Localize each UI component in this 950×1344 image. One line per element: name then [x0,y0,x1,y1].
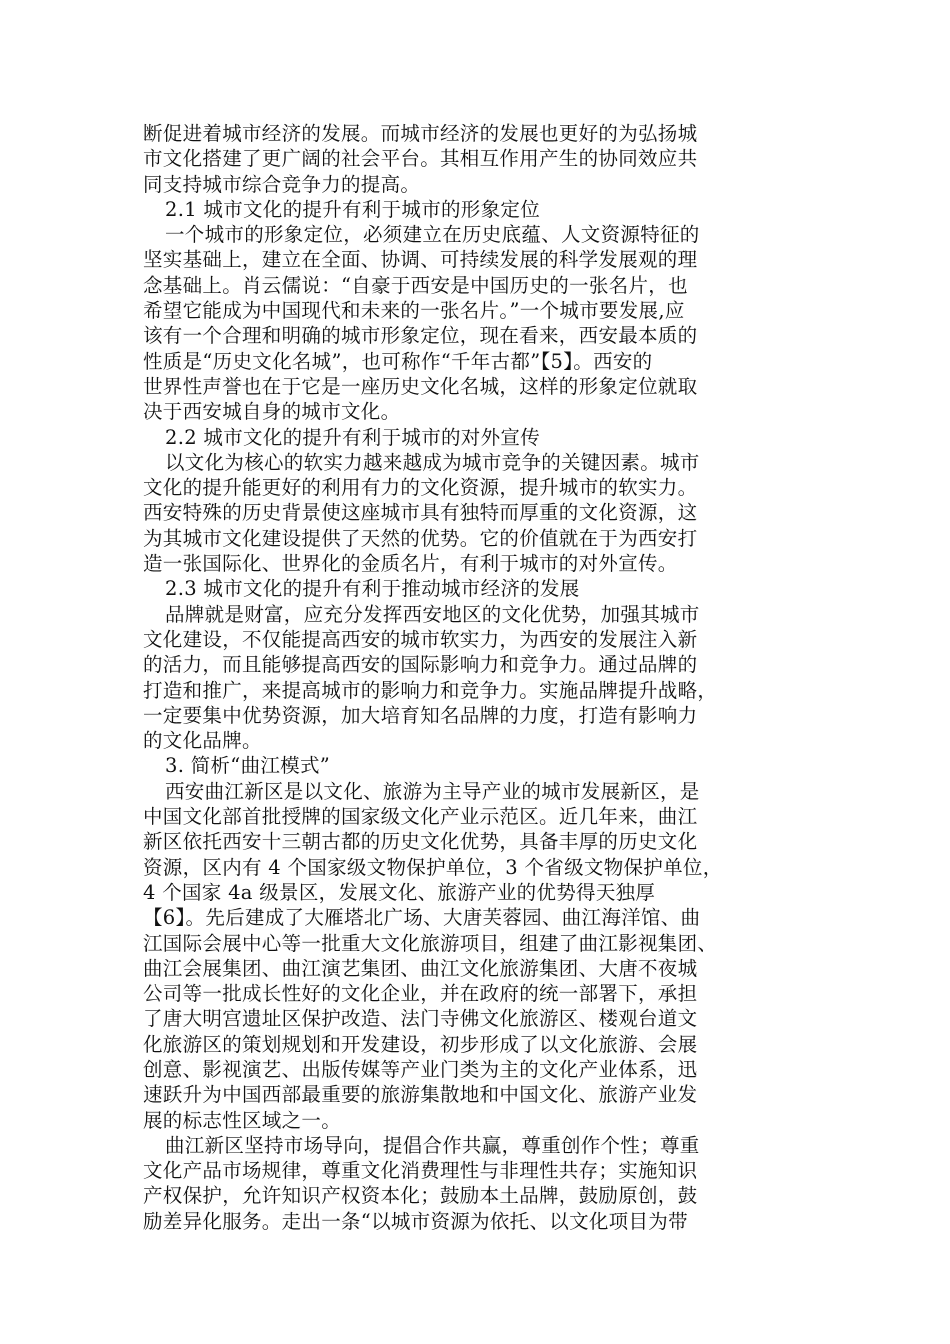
section-2-3 [143,576,783,753]
text-line: 为其城市文化建设提供了天然的优势。它的价值就在于为西安打 [143,526,698,550]
document-page [143,121,783,1234]
text-line: 新区依托西安十三朝古都的历史文化优势，具备丰厚的历史文化 [143,830,698,854]
text-line: 产权保护，允许知识产权资本化；鼓励本土品牌，鼓励原创，鼓 [143,1184,698,1208]
text-line: 西安特殊的历史背景使这座城市具有独特而厚重的文化资源，这 [143,501,698,525]
text-line: 的文化品牌。 [143,729,262,753]
text-line: 中国文化部首批授牌的国家级文化产业示范区。近几年来，曲江 [143,805,698,829]
text-line: 江国际会展中心等一批重大文化旅游项目，组建了曲江影视集团、 [143,931,718,955]
text-line: 曲江新区坚持市场导向，提倡合作共赢，尊重创作个性；尊重 [165,1133,700,1157]
text-line: 坚实基础上，建立在全面、协调、可持续发展的科学发展观的理 [143,248,698,272]
text-line: 品牌就是财富，应充分发挥西安地区的文化优势，加强其城市 [165,602,700,626]
text-line: 了唐大明宫遗址区保护改造、法门寺佛文化旅游区、楼观台道文 [143,1007,698,1031]
text-line: 资源，区内有 4 个国家级文物保护单位，3 个省级文物保护单位， [143,855,723,879]
section-heading: 2.3 城市文化的提升有利于推动城市经济的发展 [165,577,580,601]
text-line: 世界性声誉也在于它是一座历史文化名城，这样的形象定位就取 [143,374,698,398]
text-line: 速跃升为中国西部最重要的旅游集散地和中国文化、旅游产业发 [143,1083,698,1107]
text-line: 公司等一批成长性好的文化企业，并在政府的统一部署下，承担 [143,982,698,1006]
text-line: 市文化搭建了更广阔的社会平台。其相互作用产生的协同效应共 [143,147,698,171]
section-2-2 [143,425,783,577]
text-line: 西安曲江新区是以文化、旅游为主导产业的城市发展新区，是 [165,779,700,803]
text-line: 造一张国际化、世界化的金质名片，有利于城市的对外宣传。 [143,552,678,576]
section-heading: 3. 简析“曲江模式” [165,754,331,778]
text-line: 4 个国家 4a 级景区，发展文化、旅游产业的优势得天独厚 [143,880,656,904]
text-line: 一个城市的形象定位，必须建立在历史底蕴、人文资源特征的 [165,223,700,247]
text-line: 希望它能成为中国现代和未来的一张名片。”一个城市要发展,应 [143,299,685,323]
text-line: 一定要集中优势资源，加大培育知名品牌的力度，打造有影响力 [143,703,698,727]
text-line: 该有一个合理和明确的城市形象定位，现在看来，西安最本质的 [143,324,698,348]
text-line: 【6】。先后建成了大雁塔北广场、大唐芙蓉园、曲江海洋馆、曲 [143,906,701,930]
text-line: 创意、影视演艺、出版传媒等产业门类为主的文化产业体系，迅 [143,1057,698,1081]
section-heading: 2.1 城市文化的提升有利于城市的形象定位 [165,197,541,221]
text-line: 断促进着城市经济的发展。而城市经济的发展也更好的为弘扬城 [143,122,698,145]
text-line: 励差异化服务。走出一条“以城市资源为依托、以文化项目为带 [143,1209,688,1233]
text-line: 化旅游区的策划规划和开发建设，初步形成了以文化旅游、会展 [143,1032,698,1056]
text-line: 展的标志性区域之一。 [143,1108,342,1132]
text-line: 念基础上。肖云儒说：“自豪于西安是中国历史的一张名片，也 [143,273,688,297]
section-2-1 [143,197,783,425]
text-line: 决于西安城自身的城市文化。 [143,400,401,424]
text-line: 文化建设，不仅能提高西安的城市软实力，为西安的发展注入新 [143,627,698,651]
text-line: 打造和推广，来提高城市的影响力和竞争力。实施品牌提升战略， [143,678,718,702]
text-line: 同支持城市综合竞争力的提高。 [143,172,421,196]
text-line: 曲江会展集团、曲江演艺集团、曲江文化旅游集团、大唐不夜城 [143,956,698,980]
text-line: 性质是“历史文化名城”，也可称作“千年古都”【5】。西安的 [143,349,653,373]
section-heading: 2.2 城市文化的提升有利于城市的对外宣传 [165,425,541,449]
section-3 [143,753,783,1234]
text-line: 以文化为核心的软实力越来越成为城市竞争的关键因素。城市 [165,450,700,474]
text-line: 的活力，而且能够提高西安的国际影响力和竞争力。通过品牌的 [143,653,698,677]
text-line: 文化的提升能更好的利用有力的文化资源，提升城市的软实力。 [143,476,698,500]
text-line: 文化产品市场规律，尊重文化消费理性与非理性共存；实施知识 [143,1159,698,1183]
paragraph-intro [143,121,783,197]
